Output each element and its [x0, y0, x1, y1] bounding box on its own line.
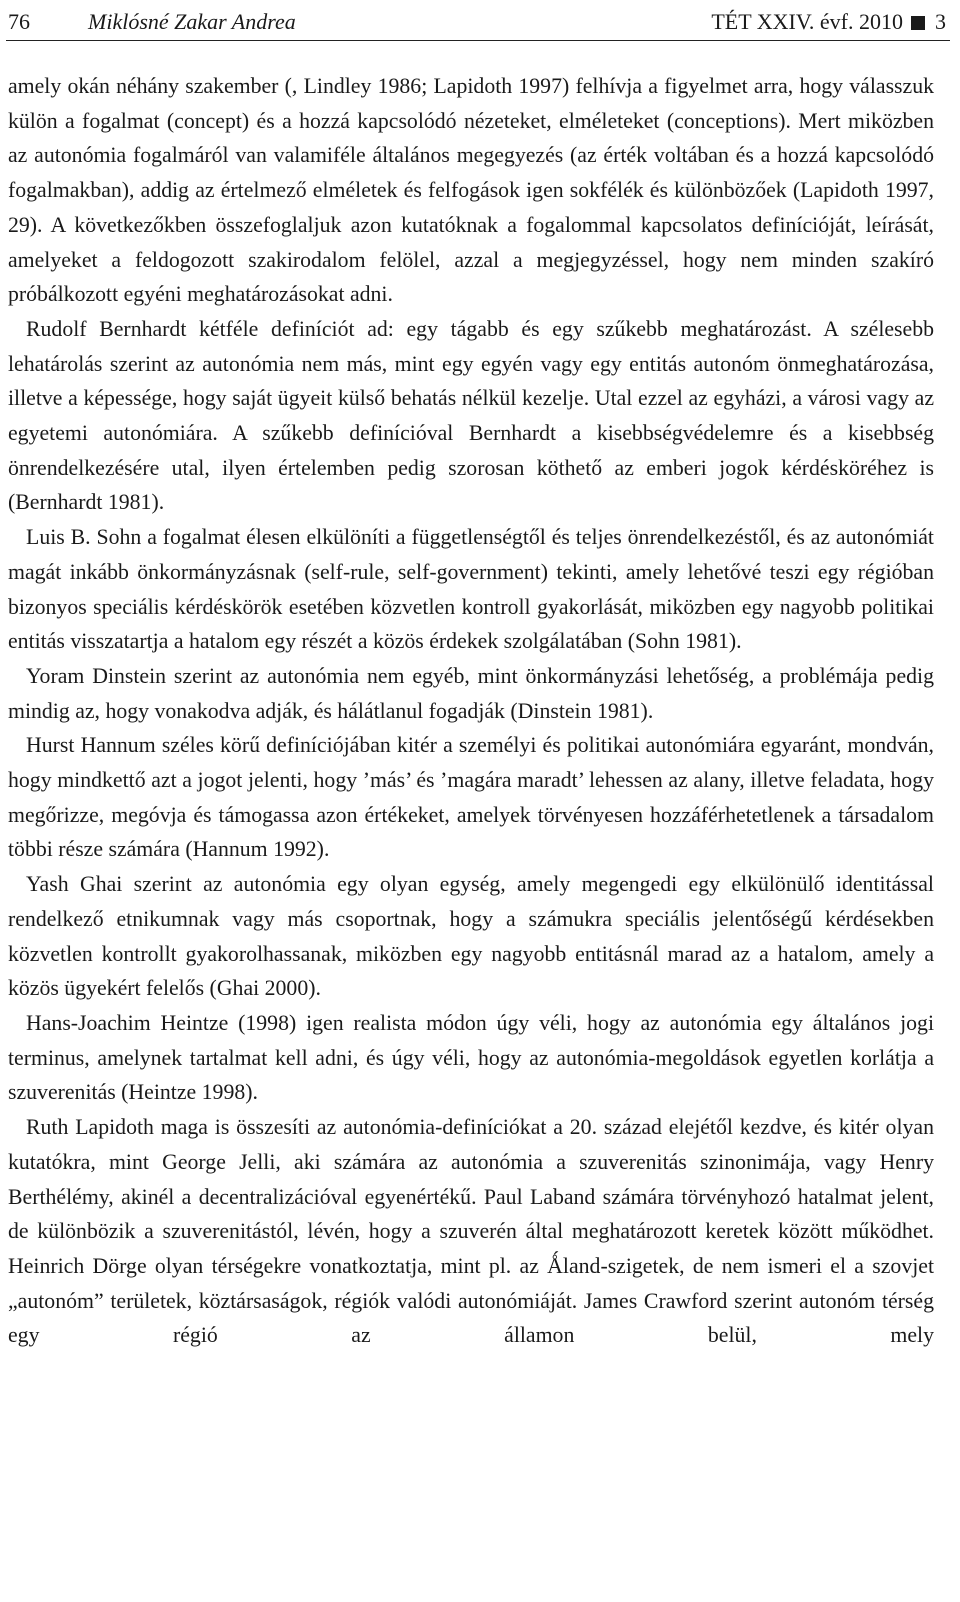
paragraph-3: Luis B. Sohn a fogalmat élesen elkülöníti a függetlenségtől és teljes önrendelkezéstől, és az autonómiát magát inkább önkormányzásnak (self-rule, self-government) tekinti, amely lehetővé teszi egy régióban bizonyos speciális kérdéskörök esetében közvetlen kontroll gyakorlását, miközben egy nagyobb politikai entitás visszatartja a hatalom egy részét a közös érdekek szolgálatában (Sohn 1981).	[8, 525, 934, 654]
body-text	[8, 69, 934, 1353]
paragraph-4: Yoram Dinstein szerint az autonómia nem egyéb, mint önkormányzási lehetőség, a problémája pedig mindig az, hogy vonakodva adják, és hálátlanul fogadják (Dinstein 1981).	[8, 663, 934, 723]
running-header	[8, 6, 946, 38]
issue-number: 3	[935, 9, 946, 34]
journal-title: TÉT XXIV. évf. 2010	[711, 9, 903, 34]
page-number: 76	[8, 9, 30, 34]
paragraph-2: Rudolf Bernhardt kétféle definíciót ad: egy tágabb és egy szűkebb meghatározást. A szélesebb lehatárolás szerint az autonómia nem más, mint egy egyén vagy egy entitás autonóm önmeghatározása, illetve a képessége, hogy saját ügyeit külső behatás nélkül kezelje. Utal ezzel az egyházi, a városi vagy az egyetemi autonómiára. A szűkebb definícióval Bernhardt a kisebbségvédelemre és a kisebbség önrendelkezésére utal, ilyen értelemben pedig szorosan köthető az emberi jogok kérdésköréhez is (Bernhardt 1981).	[8, 316, 934, 515]
running-journal	[711, 6, 946, 38]
paragraph-6: Yash Ghai szerint az autonómia egy olyan egység, amely megengedi egy elkülönülő identitással rendelkező etnikumnak vagy más csoportnak, hogy a számukra speciális jelentőségű kérdésekben közvetlen kontrollt gyakorolhassanak, miközben egy nagyobb entitásnál marad az a hatalom, amely a közös ügyekért felelős (Ghai 2000).	[8, 872, 934, 1001]
header-rule	[6, 40, 950, 41]
running-author: Miklósné Zakar Andrea	[88, 9, 296, 34]
paragraph-8: Ruth Lapidoth maga is összesíti az autonómia-definíciókat a 20. század elejétől kezdve, és kitér olyan kutatókra, mint George Jelli, aki számára az autonómia a szuverenitás szinonimája, vagy Henry Berthélémy, akinél a decentralizációval egyenértékű. Paul Laband számára törvényhozó hatalmat jelent, de különbözik a szuverenitástól, lévén, hogy a szuverén által meghatározott keretek között működhet. Heinrich Dörge olyan térségekre vonatkoztatja, mint pl. az Ǻland-szigetek, de nem ismeri el a szovjet „autonóm” területek, köztársaságok, régiók valódi autonómiáját. James Crawford szerint autonóm térség egy régió az államon belül, mely	[8, 1115, 934, 1348]
paragraph-5: Hurst Hannum széles körű definíciójában kitér a személyi és politikai autonómiára egyaránt, mondván, hogy mindkettő azt a jogot jelenti, hogy ’más’ és ’magára maradt’ lehessen az alany, illetve feladata, hogy megőrizze, megóvja és támogassa azon értékeket, amelyek törvényesen hozzáférhetetlenek a társadalom többi része számára (Hannum 1992).	[8, 733, 934, 862]
paragraph-7: Hans-Joachim Heintze (1998) igen realista módon úgy véli, hogy az autonómia egy általános jogi terminus, amelynek tartalmat kell adni, és úgy véli, hogy az autonómia-megoldások egyetlen korlátja a szuverenitás (Heintze 1998).	[8, 1010, 934, 1105]
square-bullet-icon	[911, 16, 925, 30]
paragraph-1: amely okán néhány szakember (, Lindley 1986; Lapidoth 1997) felhívja a figyelmet arra, hogy válasszuk külön a fogalmat (concept) és a hozzá kapcsolódó nézeteket, elméleteket (conceptions). Mert miközben az autonómia fogalmáról van valamiféle általános megegyezés (az érték voltában és a hozzá kapcsolódó fogalmakban), addig az értelmező elméletek és felfogások igen sokfélék és különbözőek (Lapidoth 1997, 29). A következőkben összefoglaljuk azon kutatóknak a fogalommal kapcsolatos definícióját, leírását, amelyeket a feldogozott szakirodalom felölel, azzal a megjegyzéssel, hogy nem minden szakíró próbálkozott egyéni meghatározásokat adni.	[8, 74, 934, 307]
